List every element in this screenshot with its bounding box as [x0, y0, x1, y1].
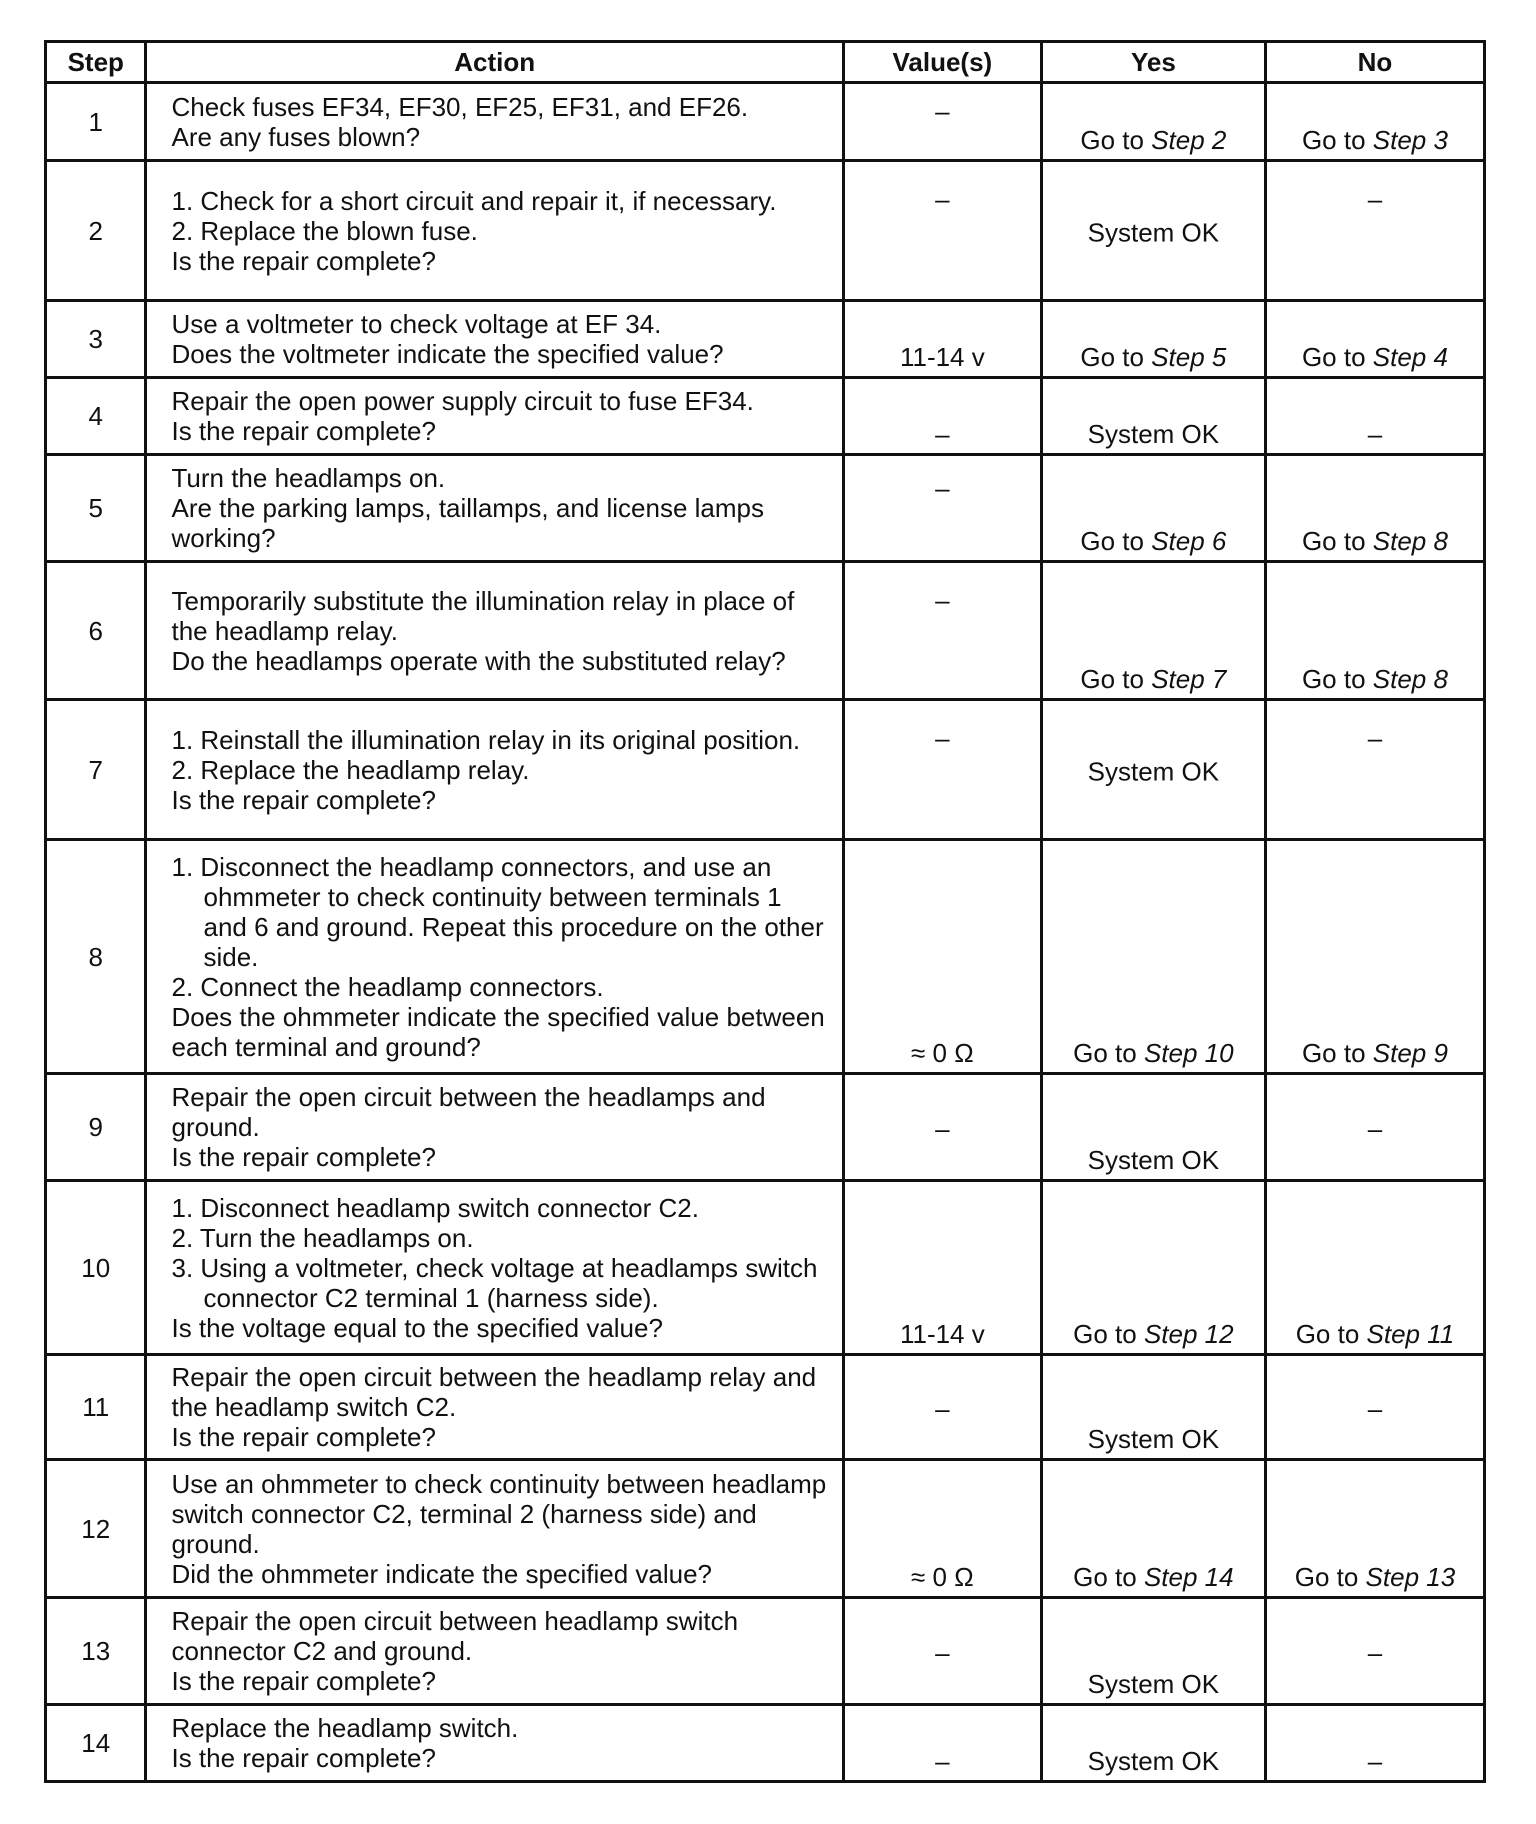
yes-result-text: Go to — [1080, 125, 1152, 155]
yes-result-content — [1043, 1145, 1264, 1175]
yes-result-cell — [1041, 1460, 1265, 1598]
action-numbered-item: 1. Check for a short circuit and repair it, if necessary. — [171, 185, 777, 216]
yes-result-text: Go to — [1073, 1038, 1144, 1068]
no-result-text: – — [1367, 183, 1383, 214]
value-content — [845, 96, 1040, 126]
value-content — [845, 473, 1040, 503]
no-result-content — [1267, 342, 1483, 372]
value-text: – — [935, 472, 950, 503]
no-result-content — [1267, 1038, 1483, 1068]
yes-result-text: System OK — [1087, 756, 1220, 786]
no-result-content — [1267, 664, 1483, 694]
step-number: 8 — [46, 840, 146, 1074]
no-result-cell — [1265, 83, 1484, 161]
no-result-cell — [1265, 1598, 1484, 1705]
action-numbered-item: 2. Replace the headlamp relay. — [171, 754, 530, 785]
no-step-reference: Step 9 — [1372, 1038, 1448, 1068]
step-number: 5 — [46, 455, 146, 562]
action-text — [146, 1181, 843, 1355]
step-number: 9 — [46, 1074, 146, 1181]
no-result-content — [1267, 1638, 1483, 1668]
header-values: Value(s) — [843, 42, 1041, 83]
yes-result-cell — [1041, 455, 1265, 562]
value-text: – — [935, 1113, 950, 1144]
action-line: Are the parking lamps, taillamps, and license lamps working? — [171, 493, 764, 553]
yes-result-content — [1043, 1746, 1264, 1776]
yes-step-reference: Step 12 — [1143, 1319, 1234, 1349]
no-result-cell — [1265, 700, 1484, 840]
value-cell — [843, 1355, 1041, 1460]
value-cell — [843, 378, 1041, 455]
no-step-reference: Step 8 — [1372, 526, 1448, 556]
no-result-cell — [1265, 1181, 1484, 1355]
yes-result-text: Go to — [1073, 1562, 1144, 1592]
step-number: 7 — [46, 700, 146, 840]
no-result-cell — [1265, 455, 1484, 562]
no-result-content — [1267, 1394, 1483, 1424]
value-content — [845, 585, 1040, 615]
action-line: Do the headlamps operate with the substituted relay? — [171, 645, 786, 676]
value-cell — [843, 455, 1041, 562]
step-number: 14 — [46, 1705, 146, 1782]
no-result-text: – — [1367, 1393, 1383, 1424]
action-text — [146, 1598, 843, 1705]
value-text: 11-14 v — [899, 1319, 985, 1349]
action-text — [146, 1074, 843, 1181]
no-result-text: Go to — [1301, 1038, 1373, 1068]
action-line: Repair the open circuit between headlamp switch connector C2 and ground. — [171, 1606, 739, 1666]
no-step-reference: Step 4 — [1372, 342, 1448, 372]
action-line: Is the repair complete? — [171, 416, 436, 446]
no-step-reference: Step 13 — [1365, 1562, 1456, 1592]
no-result-cell — [1265, 161, 1484, 301]
no-result-text: Go to — [1301, 125, 1373, 155]
value-content — [845, 1394, 1040, 1424]
header-no: No — [1265, 42, 1484, 83]
yes-result-content — [1043, 526, 1264, 556]
no-result-content — [1267, 184, 1483, 214]
no-result-text: – — [1367, 1637, 1383, 1668]
action-text — [146, 301, 843, 378]
no-result-text: Go to — [1295, 1319, 1367, 1349]
yes-result-cell — [1041, 83, 1265, 161]
yes-step-reference: Step 10 — [1143, 1038, 1234, 1068]
yes-step-reference: Step 5 — [1151, 342, 1227, 372]
yes-result-cell — [1041, 700, 1265, 840]
yes-result-cell — [1041, 1181, 1265, 1355]
value-text: – — [935, 584, 950, 615]
yes-result-content — [1043, 419, 1264, 449]
action-text — [146, 1705, 843, 1782]
yes-step-reference: Step 6 — [1151, 526, 1227, 556]
value-cell — [843, 700, 1041, 840]
yes-result-cell — [1041, 1705, 1265, 1782]
value-text: 11-14 v — [899, 342, 985, 372]
header-row — [46, 42, 1485, 83]
value-cell — [843, 83, 1041, 161]
value-cell — [843, 301, 1041, 378]
step-number: 12 — [46, 1460, 146, 1598]
no-result-content — [1267, 125, 1483, 155]
table-row — [46, 301, 1485, 378]
yes-result-content — [1043, 1319, 1264, 1349]
action-line: Repair the open circuit between the headlamps and ground. — [171, 1082, 766, 1142]
step-number: 10 — [46, 1181, 146, 1355]
step-number: 1 — [46, 83, 146, 161]
table-row — [46, 1355, 1485, 1460]
action-text — [146, 1460, 843, 1598]
yes-result-content — [1043, 125, 1264, 155]
table-row — [46, 1705, 1485, 1782]
no-result-cell — [1265, 1355, 1484, 1460]
yes-result-content — [1043, 1038, 1264, 1068]
yes-result-content — [1043, 1562, 1264, 1592]
action-text — [146, 840, 843, 1074]
action-numbered-item: 1. Disconnect headlamp switch connector C2. — [171, 1192, 699, 1223]
action-line: Replace the headlamp switch. — [171, 1713, 519, 1743]
no-result-content — [1267, 1562, 1483, 1592]
table-row — [46, 562, 1485, 700]
value-text: ≈ 0 Ω — [911, 1562, 974, 1592]
step-number: 11 — [46, 1355, 146, 1460]
yes-result-content — [1043, 1669, 1264, 1699]
value-cell — [843, 1181, 1041, 1355]
action-text — [146, 83, 843, 161]
table-row — [46, 1460, 1485, 1598]
yes-step-reference: Step 14 — [1143, 1562, 1234, 1592]
yes-result-content — [1043, 664, 1264, 694]
action-text — [146, 562, 843, 700]
no-step-reference: Step 11 — [1366, 1319, 1455, 1349]
value-content — [845, 1319, 1040, 1349]
no-step-reference: Step 8 — [1372, 664, 1448, 694]
yes-result-cell — [1041, 562, 1265, 700]
step-number: 3 — [46, 301, 146, 378]
yes-result-text: Go to — [1080, 342, 1152, 372]
action-line: Did the ohmmeter indicate the specified value? — [171, 1558, 713, 1589]
no-result-text: Go to — [1301, 664, 1373, 694]
value-text: – — [935, 1393, 950, 1424]
action-line: Check fuses EF34, EF30, EF25, EF31, and EF26. — [171, 91, 749, 122]
no-result-cell — [1265, 301, 1484, 378]
no-result-content — [1267, 1746, 1483, 1776]
value-cell — [843, 1074, 1041, 1181]
action-line: Is the repair complete? — [171, 1142, 436, 1172]
value-text: ≈ 0 Ω — [911, 1038, 974, 1068]
action-line: Repair the open circuit between the headlamp relay and the headlamp switch C2. — [171, 1362, 817, 1422]
table-row — [46, 1181, 1485, 1355]
table-row — [46, 455, 1485, 562]
value-text: – — [935, 183, 950, 214]
yes-result-cell — [1041, 1074, 1265, 1181]
yes-result-content — [1043, 342, 1264, 372]
action-line: Does the ohmmeter indicate the specified value between each terminal and ground? — [171, 1001, 825, 1062]
no-result-text: – — [1367, 1113, 1383, 1144]
yes-result-text: System OK — [1087, 1145, 1220, 1175]
table-row — [46, 83, 1485, 161]
yes-result-cell — [1041, 378, 1265, 455]
value-text: – — [935, 419, 950, 449]
no-result-content — [1267, 723, 1483, 753]
yes-step-reference: Step 2 — [1151, 125, 1227, 155]
no-result-text: – — [1367, 1746, 1383, 1776]
step-number: 4 — [46, 378, 146, 455]
action-line: Use a voltmeter to check voltage at EF 34. — [171, 309, 662, 339]
step-number: 2 — [46, 161, 146, 301]
action-line: Is the repair complete? — [171, 1666, 436, 1696]
no-result-text: Go to — [1301, 526, 1373, 556]
no-result-cell — [1265, 840, 1484, 1074]
value-text: – — [935, 1637, 950, 1668]
no-result-content — [1267, 1114, 1483, 1144]
value-content — [845, 1114, 1040, 1144]
step-number: 13 — [46, 1598, 146, 1705]
table-row — [46, 378, 1485, 455]
value-content — [845, 1746, 1040, 1776]
yes-result-text: System OK — [1087, 1746, 1220, 1776]
yes-result-cell — [1041, 301, 1265, 378]
no-result-cell — [1265, 1074, 1484, 1181]
yes-result-cell — [1041, 161, 1265, 301]
action-text — [146, 700, 843, 840]
action-line: Turn the headlamps on. — [171, 463, 446, 493]
action-numbered-item: 2. Replace the blown fuse. — [171, 215, 478, 246]
value-cell — [843, 1598, 1041, 1705]
yes-result-content — [1043, 1424, 1264, 1454]
table-row — [46, 1598, 1485, 1705]
action-line: Is the repair complete? — [171, 1743, 436, 1773]
value-content — [845, 419, 1040, 449]
action-line: Temporarily substitute the illumination relay in place of the headlamp relay. — [171, 585, 795, 646]
action-line: Use an ohmmeter to check continuity between headlamp switch connector C2, terminal 2 (harness side) and ground. — [171, 1468, 827, 1559]
no-result-content — [1267, 419, 1483, 449]
action-line: Is the repair complete? — [171, 1422, 436, 1452]
no-result-text: – — [1367, 419, 1383, 449]
yes-result-text: Go to — [1080, 526, 1152, 556]
action-line: Is the repair complete? — [171, 245, 436, 276]
value-cell — [843, 161, 1041, 301]
no-result-text: Go to — [1301, 342, 1373, 372]
no-result-content — [1267, 526, 1483, 556]
action-line: Does the voltmeter indicate the specified value? — [171, 339, 724, 369]
value-content — [845, 1638, 1040, 1668]
value-content — [845, 723, 1040, 753]
yes-result-text: System OK — [1087, 1669, 1220, 1699]
no-result-cell — [1265, 378, 1484, 455]
diagnostic-table — [44, 40, 1486, 1783]
yes-result-text: System OK — [1087, 217, 1220, 247]
action-text — [146, 378, 843, 455]
yes-result-cell — [1041, 1598, 1265, 1705]
yes-result-cell — [1041, 1355, 1265, 1460]
header-action: Action — [146, 42, 843, 83]
action-line: Is the voltage equal to the specified value? — [171, 1312, 663, 1343]
no-result-text: – — [1367, 722, 1383, 753]
no-result-cell — [1265, 1460, 1484, 1598]
yes-step-reference: Step 7 — [1151, 664, 1227, 694]
table-body — [46, 83, 1485, 1782]
action-numbered-item: 1. Reinstall the illumination relay in its original position. — [171, 724, 801, 755]
table-row — [46, 1074, 1485, 1181]
yes-result-text: Go to — [1080, 664, 1152, 694]
header-step: Step — [46, 42, 146, 83]
action-line: Are any fuses blown? — [171, 121, 421, 152]
action-text — [146, 1355, 843, 1460]
action-line: Is the repair complete? — [171, 784, 436, 815]
yes-result-content — [1043, 217, 1264, 247]
action-numbered-item: 2. Turn the headlamps on. — [171, 1222, 474, 1253]
table-row — [46, 840, 1485, 1074]
value-content — [845, 1038, 1040, 1068]
table-row — [46, 161, 1485, 301]
value-content — [845, 1562, 1040, 1592]
step-number: 6 — [46, 562, 146, 700]
no-step-reference: Step 3 — [1372, 125, 1448, 155]
value-text: – — [935, 722, 950, 753]
table-row — [46, 700, 1485, 840]
action-line: Repair the open power supply circuit to fuse EF34. — [171, 386, 754, 416]
no-result-content — [1267, 1319, 1483, 1349]
action-text — [146, 455, 843, 562]
value-cell — [843, 840, 1041, 1074]
action-text — [146, 161, 843, 301]
action-numbered-item: 1. Disconnect the headlamp connectors, and use an ohmmeter to check continuity between terminals 1 and 6 and ground. Repeat this procedure on the other side. — [171, 851, 824, 972]
yes-result-content — [1043, 756, 1264, 786]
value-cell — [843, 562, 1041, 700]
value-content — [845, 184, 1040, 214]
no-result-text: Go to — [1294, 1562, 1366, 1592]
value-cell — [843, 1460, 1041, 1598]
header-yes: Yes — [1041, 42, 1265, 83]
value-content — [845, 342, 1040, 372]
yes-result-text: System OK — [1087, 419, 1220, 449]
no-result-cell — [1265, 1705, 1484, 1782]
value-text: – — [935, 96, 950, 126]
yes-result-cell — [1041, 840, 1265, 1074]
action-numbered-item: 2. Connect the headlamp connectors. — [171, 971, 604, 1002]
value-text: – — [935, 1746, 950, 1776]
yes-result-text: System OK — [1087, 1424, 1220, 1454]
action-numbered-item: 3. Using a voltmeter, check voltage at headlamps switch connector C2 terminal 1 (harness side). — [171, 1252, 818, 1313]
yes-result-text: Go to — [1073, 1319, 1144, 1349]
value-cell — [843, 1705, 1041, 1782]
no-result-cell — [1265, 562, 1484, 700]
